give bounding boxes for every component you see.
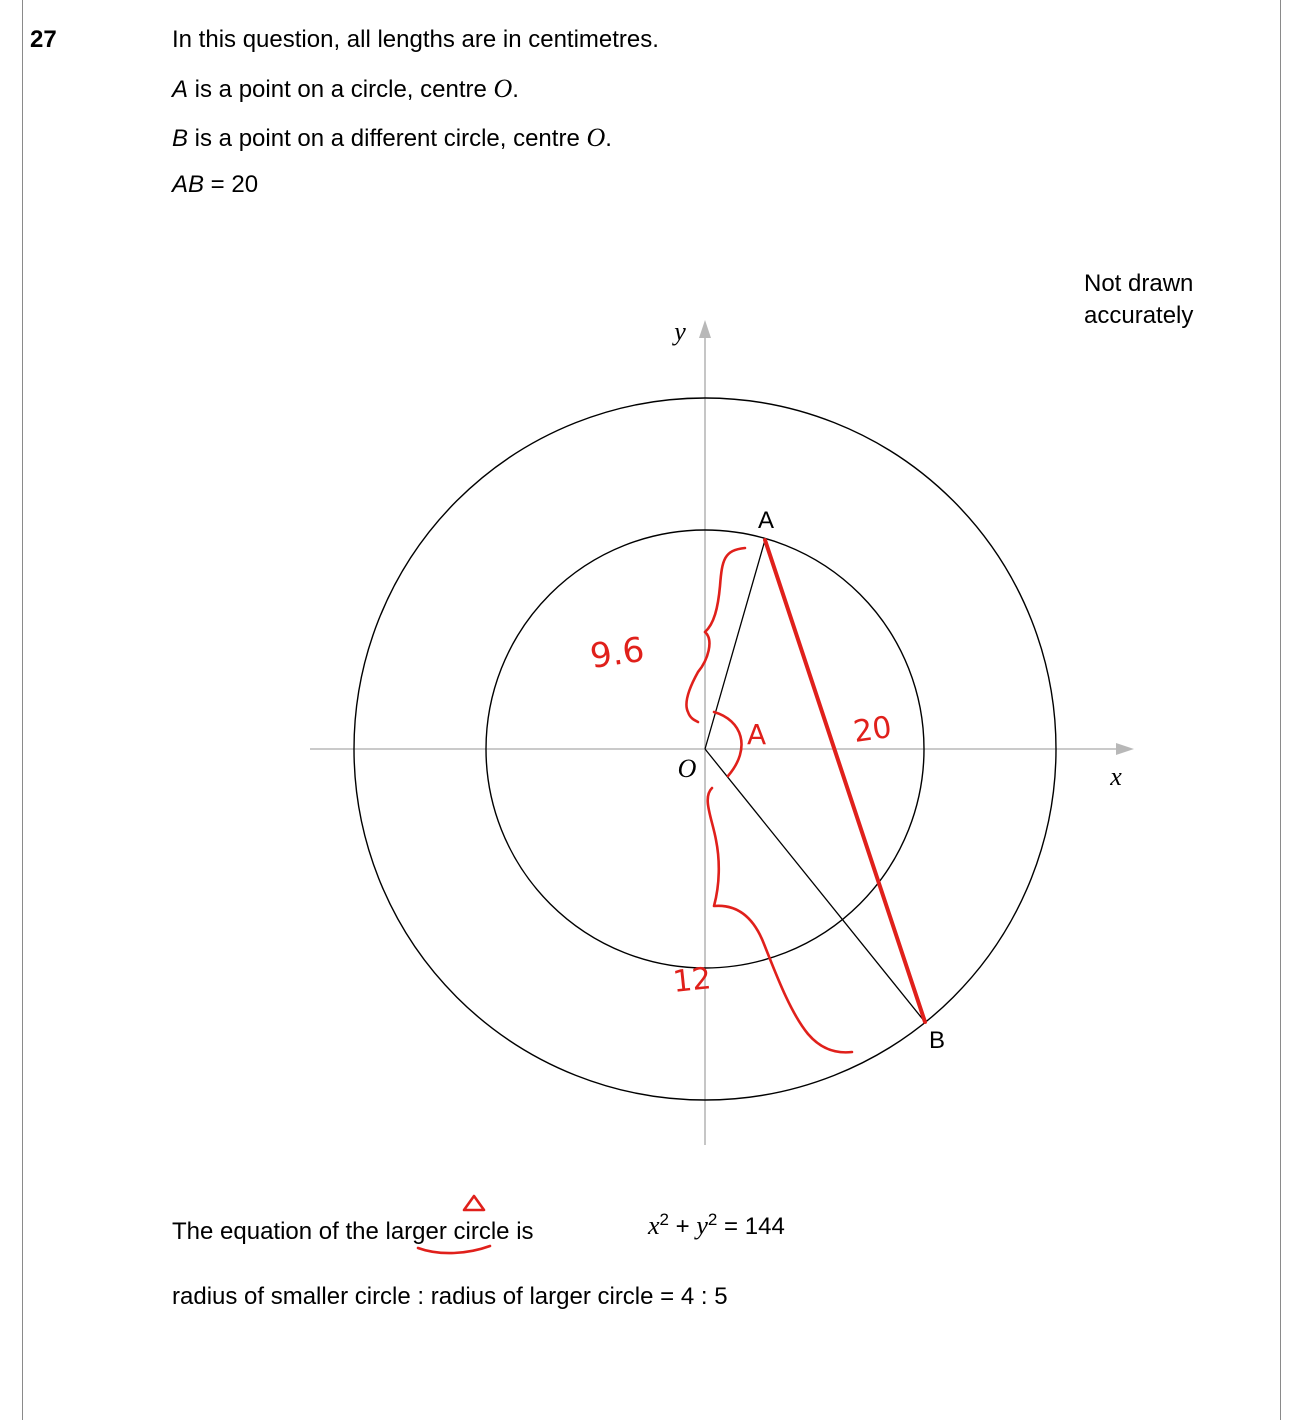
point-a-letter: A [172, 76, 189, 103]
emphasis-underline [418, 1246, 490, 1253]
origin-label: O [677, 754, 697, 783]
equation-lead-emph: larger [385, 1218, 447, 1245]
equation-lead-pre: The equation of the [172, 1218, 386, 1245]
not-drawn-line-1: Not drawn [1084, 270, 1194, 297]
handwritten-labels [588, 630, 894, 1000]
ratio-text: radius of smaller circle : radius of larger circle [172, 1283, 654, 1310]
ratio-statement [172, 1283, 728, 1311]
point-b-letter: B [172, 125, 189, 152]
annotation-small-radius: 9.6 [587, 629, 647, 677]
point-a-line: A is a point on a circle, centre O. [172, 74, 519, 103]
ab-letters: AB [172, 171, 205, 198]
x-axis-arrow [1116, 743, 1134, 755]
annotation-chord: 20 [851, 709, 894, 750]
circle-equation [648, 1210, 785, 1241]
y-axis-label: y [674, 317, 686, 346]
annotation-large-radius: 12 [671, 961, 713, 1000]
eq-x-exponent: 2 [659, 1210, 670, 1229]
ab-value: = 20 [204, 171, 259, 198]
angle-arc [714, 712, 742, 776]
x-axis-label: x [1110, 762, 1122, 791]
ratio-equals: = [653, 1283, 681, 1310]
point-b-label: B [928, 1027, 946, 1054]
equation-lead-post: circle is [446, 1218, 534, 1245]
centre-letter-b: O [586, 123, 606, 152]
question-number: 27 [30, 26, 57, 53]
point-a-label: A [757, 507, 775, 534]
centre-letter-a: O [493, 74, 513, 103]
emphasis-triangle [464, 1196, 484, 1210]
y-axis-arrow [699, 320, 711, 338]
eq-y: y [696, 1211, 708, 1240]
chord-ab [765, 540, 925, 1022]
eq-x: x [648, 1211, 660, 1240]
point-b-line: B is a point on a different circle, centre O. [172, 123, 612, 152]
intro-text: In this question, all lengths are in centimetres. [172, 26, 659, 53]
ratio-value: 4 : 5 [680, 1283, 728, 1310]
eq-equals: = 144 [717, 1213, 785, 1240]
brace-large-radius [708, 788, 852, 1052]
brace-small-radius [686, 548, 745, 722]
equation-statement [172, 1218, 534, 1246]
point-b-text: is a point on a different circle, centre [188, 125, 587, 152]
point-a-text: is a point on a circle, centre [188, 76, 494, 103]
not-drawn-line-2: accurately [1084, 302, 1194, 329]
eq-y-exponent: 2 [707, 1210, 718, 1229]
radius-ob [705, 749, 925, 1022]
annotation-angle: A [747, 718, 767, 751]
eq-plus: + [669, 1213, 697, 1240]
